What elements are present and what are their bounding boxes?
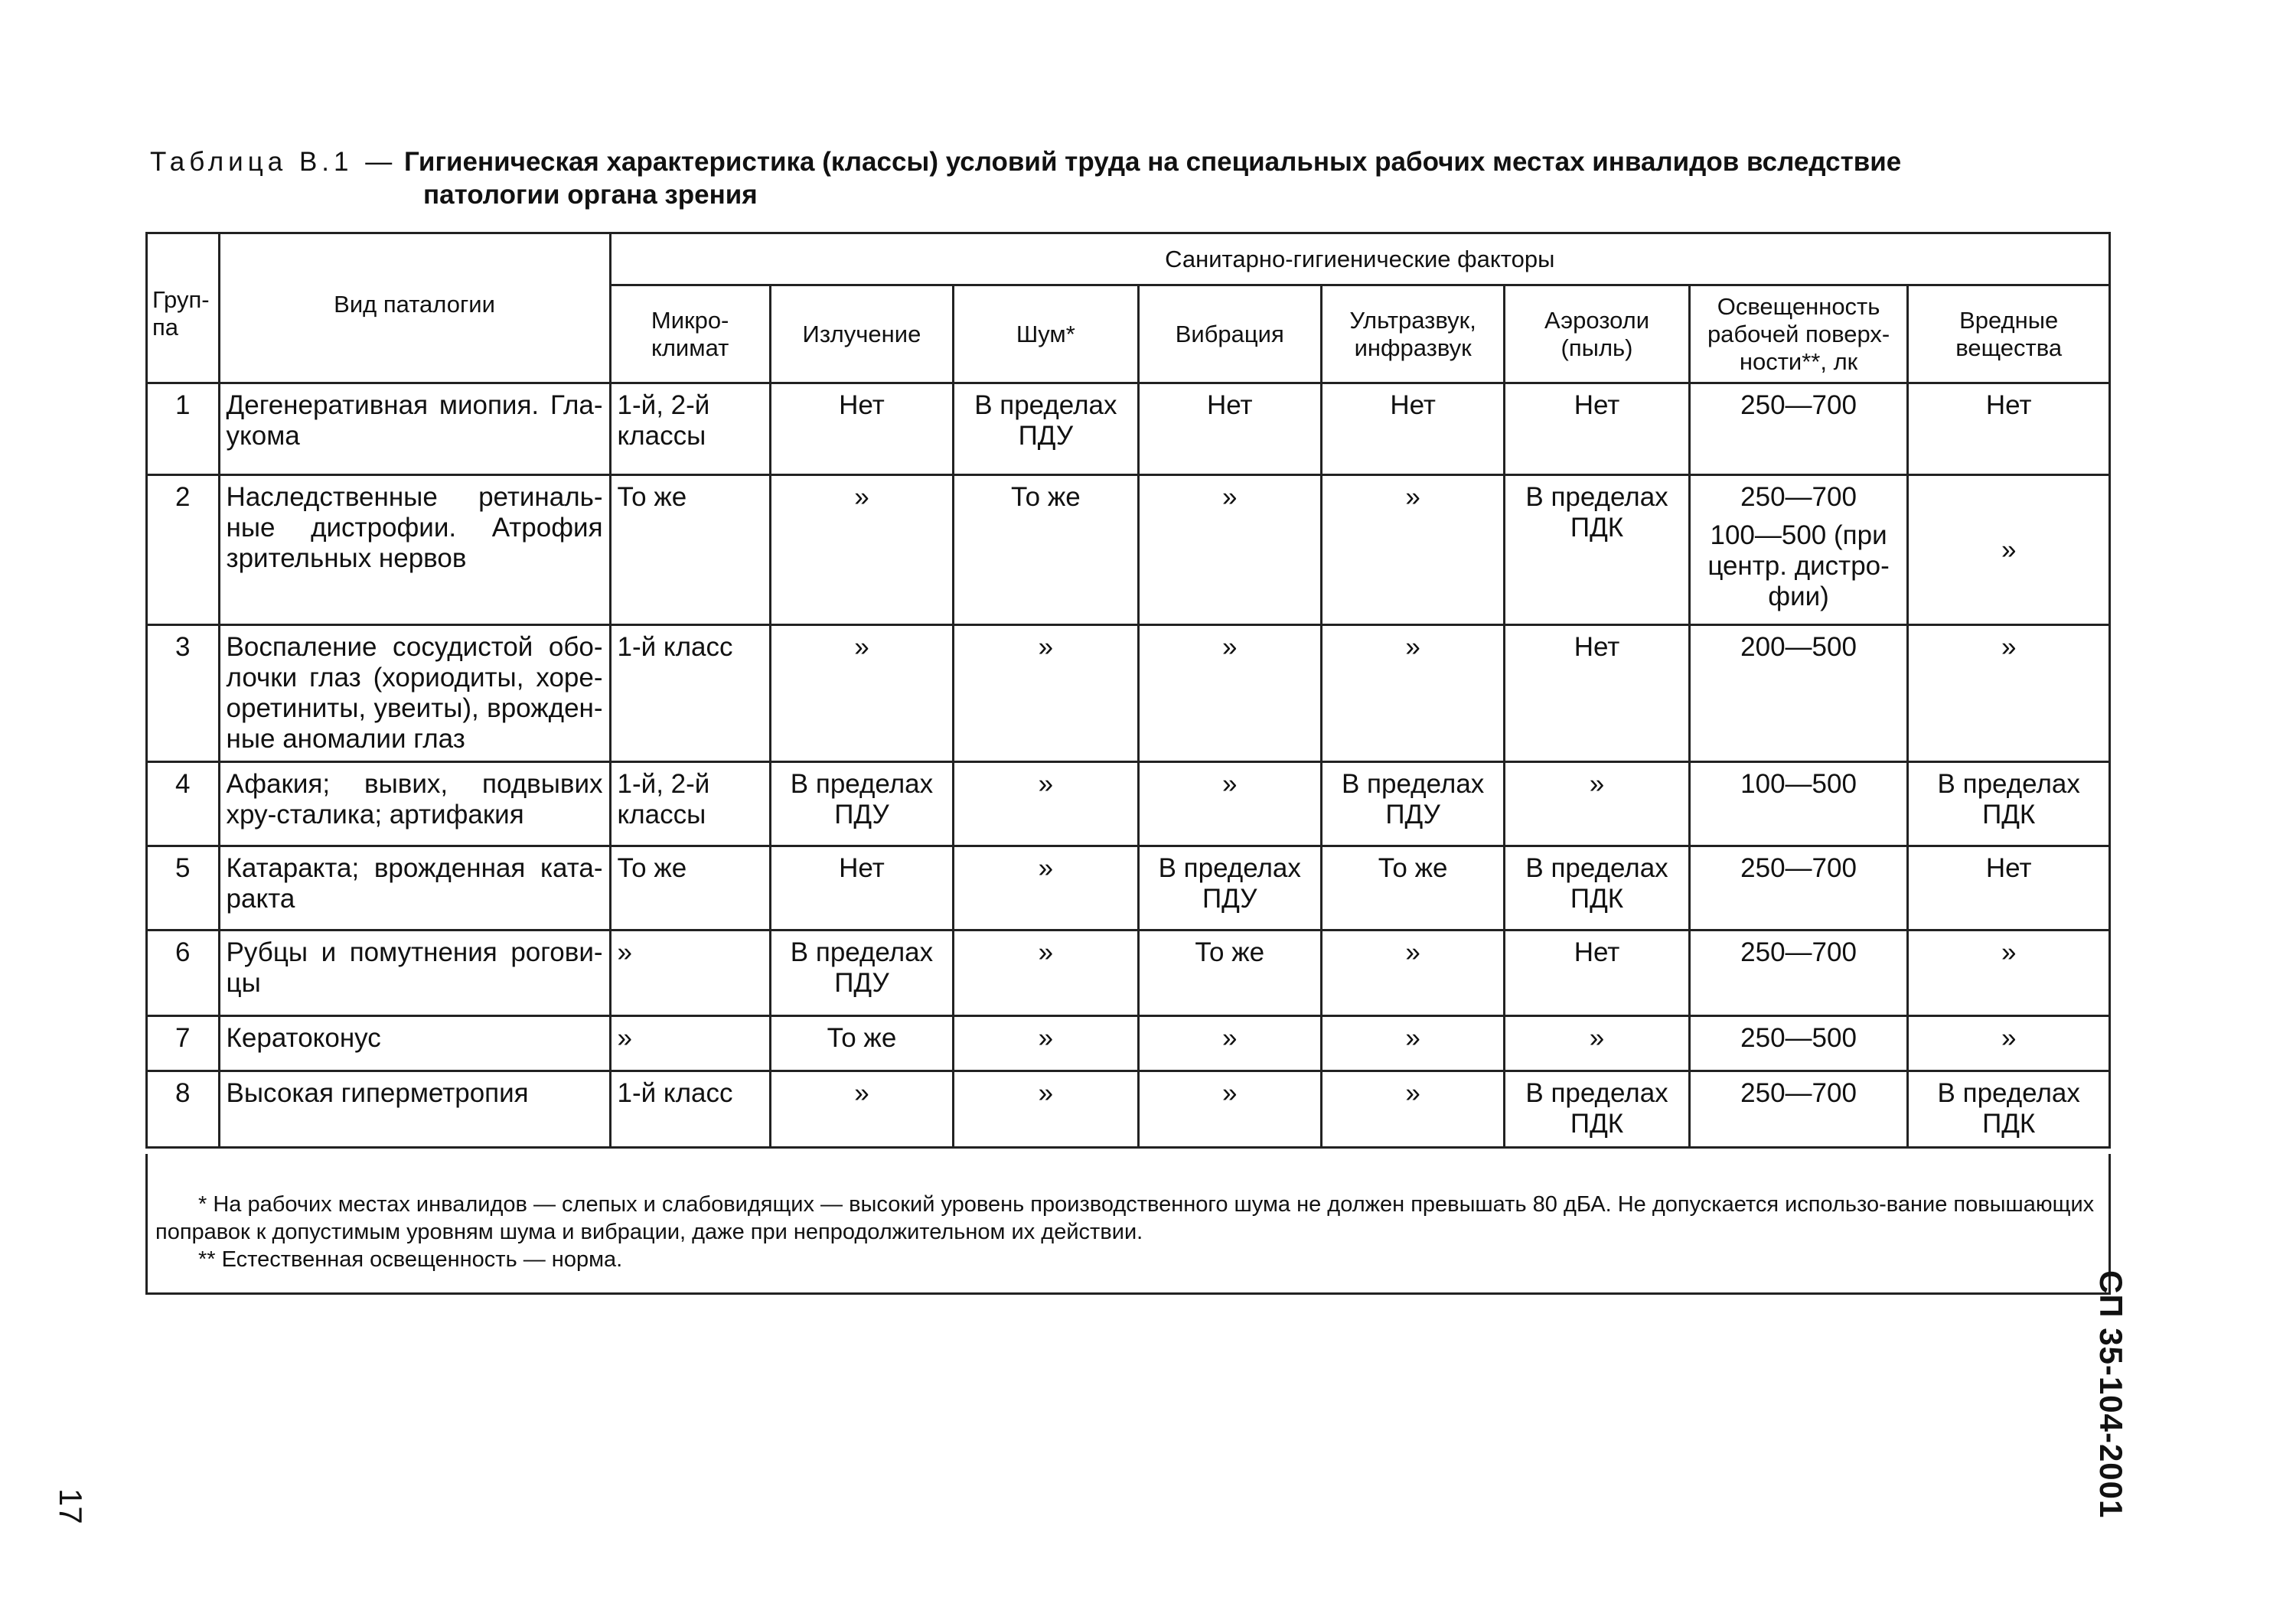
note-noise: * На рабочих местах инвалидов — слепых и слабовидящих — высокий уровень производственного шума не должен превышать 80 дБА. Не допускается использо-вание повышающих поправок к допустимым уровням шума и вибрации, даже при непродолжительном их действии. [155, 1192, 2095, 1244]
cell-group: 4 [147, 762, 220, 846]
cell-ultrasound: » [1321, 475, 1504, 625]
cell-harmful: » [1908, 625, 2110, 762]
cell-lighting: 250—500 [1689, 1016, 1908, 1071]
cell-lighting: 200—500 [1689, 625, 1908, 762]
cell-vibration: » [1138, 1071, 1321, 1148]
cell-microclimate: 1-й класс [610, 1071, 770, 1148]
cell-vibration: » [1138, 762, 1321, 846]
page-number: 17 [53, 1488, 89, 1524]
cell-harmful: Нет [1908, 846, 2110, 930]
cell-aerosols: » [1505, 762, 1689, 846]
table-row [147, 475, 2110, 625]
cell-pathology: Катаракта; врожденная ката-ракта [219, 846, 610, 930]
cell-group: 7 [147, 1016, 220, 1071]
cell-aerosols: В пределах ПДК [1505, 475, 1689, 625]
caption-title: Гигиеническая характеристика (классы) условий труда на специальных рабочих местах инвалидов вследствие [403, 147, 1902, 177]
cell-radiation: В пределах ПДУ [770, 762, 953, 846]
cell-radiation: » [770, 1071, 953, 1148]
cell-pathology: Кератоконус [219, 1016, 610, 1071]
cell-noise: В пределах ПДУ [954, 383, 1138, 475]
cell-lighting: 250—700 [1689, 1071, 1908, 1148]
cell-noise: » [954, 1071, 1138, 1148]
cell-lighting-extra: 100—500 (при центр. дистро-фии) [1707, 520, 1890, 611]
cell-aerosols: Нет [1505, 383, 1689, 475]
cell-lighting: 250—700 [1689, 846, 1908, 930]
cell-harmful: В пределах ПДК [1908, 762, 2110, 846]
cell-radiation: » [770, 475, 953, 625]
table-row [147, 1016, 2110, 1071]
header-harmful: Вредные вещества [1908, 285, 2110, 383]
cell-vibration: В пределах ПДУ [1138, 846, 1321, 930]
cell-lighting: 250—700 [1689, 383, 1908, 475]
cell-lighting: 250—700 100—500 (при центр. дистро-фии) [1689, 475, 1908, 625]
header-microclimate: Микро-климат [610, 285, 770, 383]
cell-aerosols: » [1505, 1016, 1689, 1071]
cell-group: 8 [147, 1071, 220, 1148]
cell-noise: То же [954, 475, 1138, 625]
cell-microclimate: То же [610, 475, 770, 625]
cell-pathology: Дегенеративная миопия. Гла-укома [219, 383, 610, 475]
cell-group: 1 [147, 383, 220, 475]
cell-ultrasound: » [1321, 1071, 1504, 1148]
cell-vibration: Нет [1138, 383, 1321, 475]
cell-lighting: 100—500 [1689, 762, 1908, 846]
cell-harmful: » [1908, 1016, 2110, 1071]
cell-microclimate: 1-й, 2-й классы [610, 383, 770, 475]
cell-ultrasound: То же [1321, 846, 1504, 930]
cell-harmful: В пределах ПДК [1908, 1071, 2110, 1148]
cell-vibration: » [1138, 475, 1321, 625]
cell-harmful: » [1908, 475, 2110, 625]
cell-radiation: » [770, 625, 953, 762]
table-notes [145, 1154, 2111, 1295]
note-lighting: ** Естественная освещенность — норма. [198, 1247, 623, 1272]
cell-harmful: Нет [1908, 383, 2110, 475]
table-row [147, 625, 2110, 762]
cell-vibration: » [1138, 625, 1321, 762]
table-row [147, 930, 2110, 1016]
cell-microclimate: » [610, 930, 770, 1016]
cell-noise: » [954, 1016, 1138, 1071]
table-caption [150, 145, 2109, 211]
cell-radiation: Нет [770, 383, 953, 475]
cell-microclimate: 1-й класс [610, 625, 770, 762]
cell-radiation: Нет [770, 846, 953, 930]
cell-group: 3 [147, 625, 220, 762]
caption-label: Таблица В.1 — [150, 147, 397, 177]
header-vibration: Вибрация [1138, 285, 1321, 383]
header-aerosols: Аэрозоли (пыль) [1505, 285, 1689, 383]
header-pathology: Вид паталогии [219, 233, 610, 383]
header-radiation: Излучение [770, 285, 953, 383]
header-lighting: Освещенность рабочей поверх-ности**, лк [1689, 285, 1908, 383]
header-group: Груп-па [147, 233, 220, 383]
header-noise: Шум* [954, 285, 1138, 383]
cell-pathology: Высокая гиперметропия [219, 1071, 610, 1148]
cell-microclimate: 1-й, 2-й классы [610, 762, 770, 846]
cell-aerosols: В пределах ПДК [1505, 1071, 1689, 1148]
cell-noise: » [954, 762, 1138, 846]
document-code: СП 35-104-2001 [2093, 1270, 2129, 1519]
cell-group: 5 [147, 846, 220, 930]
header-ultrasound: Ультразвук, инфразвук [1321, 285, 1504, 383]
cell-vibration: То же [1138, 930, 1321, 1016]
caption-title-line2: патологии органа зрения [423, 180, 758, 210]
cell-vibration: » [1138, 1016, 1321, 1071]
cell-aerosols: Нет [1505, 625, 1689, 762]
cell-noise: » [954, 625, 1138, 762]
table-row [147, 1071, 2110, 1148]
cell-ultrasound: Нет [1321, 383, 1504, 475]
cell-pathology: Рубцы и помутнения рогови-цы [219, 930, 610, 1016]
cell-harmful: » [1908, 930, 2110, 1016]
cell-group: 6 [147, 930, 220, 1016]
cell-radiation: То же [770, 1016, 953, 1071]
table-row [147, 846, 2110, 930]
cell-ultrasound: » [1321, 1016, 1504, 1071]
cell-radiation: В пределах ПДУ [770, 930, 953, 1016]
header-factors: Санитарно-гигиенические факторы [610, 233, 2109, 285]
cell-pathology: Афакия; вывих, подвывих хру-сталика; артифакия [219, 762, 610, 846]
cell-microclimate: То же [610, 846, 770, 930]
table-row [147, 383, 2110, 475]
cell-microclimate: » [610, 1016, 770, 1071]
cell-aerosols: Нет [1505, 930, 1689, 1016]
cell-ultrasound: » [1321, 930, 1504, 1016]
cell-pathology: Воспаление сосудистой обо-лочки глаз (хориодиты, хоре-оретиниты, увеиты), врожден-ные аномалии глаз [219, 625, 610, 762]
hygiene-table [145, 232, 2111, 1149]
table-row [147, 762, 2110, 846]
cell-lighting: 250—700 [1689, 930, 1908, 1016]
cell-ultrasound: В пределах ПДУ [1321, 762, 1504, 846]
cell-pathology: Наследственные ретиналь-ные дистрофии. Атрофия зрительных нервов [219, 475, 610, 625]
cell-ultrasound: » [1321, 625, 1504, 762]
cell-noise: » [954, 846, 1138, 930]
cell-aerosols: В пределах ПДК [1505, 846, 1689, 930]
cell-noise: » [954, 930, 1138, 1016]
cell-group: 2 [147, 475, 220, 625]
